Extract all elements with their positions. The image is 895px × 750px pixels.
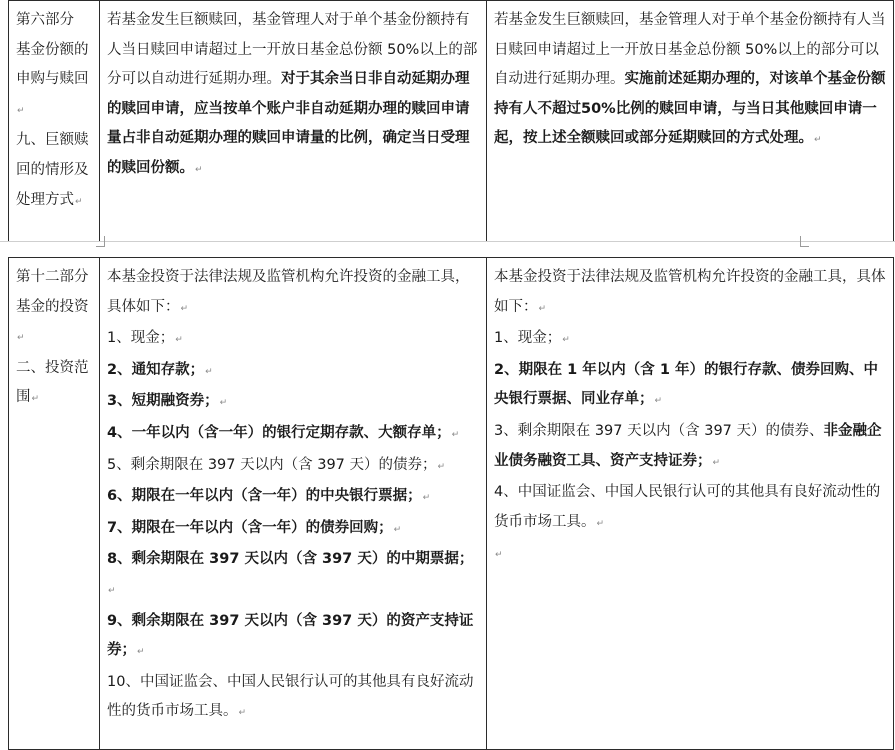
list-item: 3、剩余期限在 397 天以内（含 397 天）的债券、非金融企业债务融资工具、资产支持证券；↵ bbox=[494, 422, 882, 469]
list-item: 4、一年以内（含一年）的银行定期存款、大额存单；↵ bbox=[107, 424, 460, 441]
section-heading: 第十二部分 基金的投资 bbox=[16, 269, 89, 315]
section-label-cell bbox=[9, 1, 100, 242]
paragraph-mark: ↵ bbox=[75, 196, 83, 207]
paragraph-mark: ↵ bbox=[31, 394, 40, 405]
section-subheading: 二、投资范围 bbox=[16, 359, 89, 406]
clause-intro: 本基金投资于法律法规及监管机构允许投资的金融工具，具体如下：↵ bbox=[107, 269, 470, 315]
list-item: 2、通知存款；↵ bbox=[107, 361, 213, 378]
list-item: 4、中国证监会、中国人民银行认可的其他具有良好流动性的货币市场工具。↵ bbox=[494, 484, 881, 530]
revised-clause-cell bbox=[487, 1, 894, 242]
list-item: 1、现金；↵ bbox=[107, 330, 183, 347]
comparison-table-redemption bbox=[8, 0, 894, 242]
paragraph-mark: ↵ bbox=[814, 135, 822, 146]
list-item: 2、期限在 1 年以内（含 1 年）的银行存款、债券回购、中央银行票据、同业存单；↵ bbox=[494, 361, 878, 408]
list-item: 7、期限在一年以内（含一年）的债券回购；↵ bbox=[107, 519, 402, 536]
empty-paragraph: ↵ bbox=[495, 550, 503, 561]
clause-intro: 本基金投资于法律法规及监管机构允许投资的金融工具，具体如下：↵ bbox=[494, 269, 886, 315]
table-row bbox=[9, 1, 894, 242]
page-divider bbox=[0, 241, 895, 242]
paragraph-mark: ↵ bbox=[17, 333, 25, 344]
corner-mark bbox=[800, 236, 809, 247]
list-item: 1、现金；↵ bbox=[494, 330, 570, 347]
list-item: 5、剩余期限在 397 天以内（含 397 天）的债券；↵ bbox=[107, 456, 446, 473]
list-item: 8、剩余期限在 397 天以内（含 397 天）的中期票据；↵ bbox=[107, 551, 474, 596]
clause-text: 若基金发生巨额赎回，基金管理人对于单个基金份额持有人当日赎回申请超过上一开放日基金总份额 50%以上的部分可以自动进行延期办理。 bbox=[494, 12, 886, 88]
section-heading: 第六部分 基金份额的申购与赎回 bbox=[16, 12, 89, 88]
clause-text-bold: 对于其余当日非自动延期办理的赎回申请，应当按单个账户非自动延期办理的赎回申请量占非自动延期办理的赎回申请量的比例，确定当日受理的赎回份额。 bbox=[107, 71, 470, 176]
paragraph-mark: ↵ bbox=[195, 164, 203, 175]
table-row bbox=[9, 258, 894, 750]
corner-mark bbox=[96, 236, 105, 247]
list-item: 9、剩余期限在 397 天以内（含 397 天）的资产支持证券；↵ bbox=[107, 612, 474, 659]
section-subheading: 九、巨额赎回的情形及处理方式 bbox=[16, 132, 89, 208]
revised-clause-cell bbox=[487, 258, 894, 750]
clause-text: 若基金发生巨额赎回，基金管理人对于单个基金份额持有人当日赎回申请超过上一开放日基金总份额 50%以上的部分可以自动进行延期办理。 bbox=[107, 12, 478, 88]
list-item: 6、期限在一年以内（含一年）的中央银行票据；↵ bbox=[107, 488, 431, 505]
list-item: 3、短期融资券；↵ bbox=[107, 393, 228, 410]
section-label-cell bbox=[9, 258, 100, 750]
original-clause-cell bbox=[100, 258, 487, 750]
paragraph-mark: ↵ bbox=[17, 105, 25, 116]
clause-text-bold: 实施前述延期办理的，对该单个基金份额持有人不超过50%比例的赎回申请，与当日其他赎回申请一起，按上述全额赎回或部分延期赎回的方式处理。 bbox=[494, 71, 886, 147]
list-item: 10、中国证监会、中国人民银行认可的其他具有良好流动性的货币市场工具。↵ bbox=[107, 673, 474, 720]
original-clause-cell bbox=[100, 1, 487, 242]
comparison-table-investment-scope bbox=[8, 257, 894, 750]
